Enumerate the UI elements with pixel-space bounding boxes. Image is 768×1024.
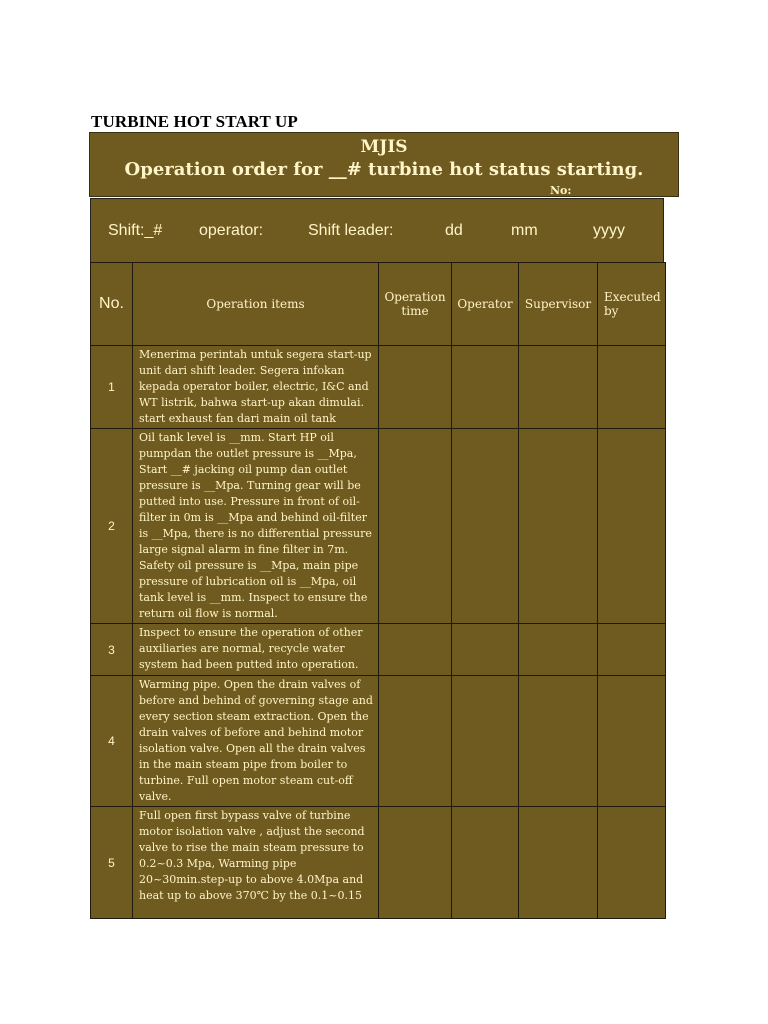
month-label: mm [511,222,538,239]
order-title: Operation order for __# turbine hot status starting. [124,159,644,180]
operation-item: Oil tank level is __mm. Start HP oil pumpdan the outlet pressure is __Mpa, Start __# jacking oil pump dan outlet pressure is __Mpa. Turning gear will be putted into use. Pressure in front of oil-filter in 0m is __Mpa and behind oil-filter is __Mpa, there is no differential pressure large signal alarm in fine filter in 7m. Safety oil pressure is __Mpa, main pipe pressure of lubrication oil is __Mpa, oil tank level is __mm. Inspect to ensure the return oil flow is normal. [133,429,379,624]
executed-by-cell[interactable] [598,429,666,624]
operator-label: operator: [199,222,264,239]
header-operation-time: Operation time [379,263,452,346]
operator-cell[interactable] [452,346,519,429]
day-label: dd [445,222,463,239]
table-header-row [91,263,666,346]
supervisor-cell[interactable] [519,676,598,807]
operations-table [90,262,666,919]
operation-item: Full open first bypass valve of turbine motor isolation valve , adjust the second valve to rise the main steam pressure to 0.2~0.3 Mpa, Warming pipe 20~30min.step-up to above 4.0Mpa and heat up to above 370℃ by the 0.1~0.15 [133,807,379,919]
operation-time-cell[interactable] [379,624,452,676]
operation-time-cell[interactable] [379,429,452,624]
header-supervisor: Supervisor [519,263,598,346]
table-row [91,346,666,429]
operator-cell[interactable] [452,624,519,676]
table-row [91,429,666,624]
executed-by-cell[interactable] [598,676,666,807]
operation-time-cell[interactable] [379,807,452,919]
row-number: 3 [91,624,133,676]
row-number: 2 [91,429,133,624]
year-label: yyyy [593,222,625,239]
operation-item: Warming pipe. Open the drain valves of before and behind of governing stage and every section steam extraction. Open the drain valves of before and behind motor isolation valve. Open all the drain valves in the main steam pipe from boiler to turbine. Full open motor steam cut-off valve. [133,676,379,807]
header-no: No. [91,263,133,346]
number-label: No: [550,184,572,197]
supervisor-cell[interactable] [519,807,598,919]
header-operation-items: Operation items [133,263,379,346]
supervisor-cell[interactable] [519,429,598,624]
operation-time-cell[interactable] [379,676,452,807]
shift-row [90,198,664,263]
shift-leader-label: Shift leader: [308,222,394,239]
table-row [91,807,666,919]
operation-item: Menerima perintah untuk segera start-up unit dari shift leader. Segera infokan kepada operator boiler, electric, I&C and WT listrik, bahwa start-up akan dimulai. start exhaust fan dari main oil tank [133,346,379,429]
operator-cell[interactable] [452,429,519,624]
executed-by-cell[interactable] [598,346,666,429]
table-row [91,676,666,807]
row-number: 1 [91,346,133,429]
operation-item: Inspect to ensure the operation of other auxiliaries are normal, recycle water system had been putted into operation. [133,624,379,676]
header-executed-by: Executed by [598,263,666,346]
operation-time-cell[interactable] [379,346,452,429]
shift-label: Shift:_# [108,222,163,239]
header-operator: Operator [452,263,519,346]
operator-cell[interactable] [452,807,519,919]
executed-by-cell[interactable] [598,624,666,676]
supervisor-cell[interactable] [519,346,598,429]
executed-by-cell[interactable] [598,807,666,919]
row-number: 4 [91,676,133,807]
title-band [89,132,679,197]
supervisor-cell[interactable] [519,624,598,676]
document-heading: TURBINE HOT START UP [91,112,298,131]
row-number: 5 [91,807,133,919]
org-name: MJIS [360,137,408,157]
operator-cell[interactable] [452,676,519,807]
table-row [91,624,666,676]
